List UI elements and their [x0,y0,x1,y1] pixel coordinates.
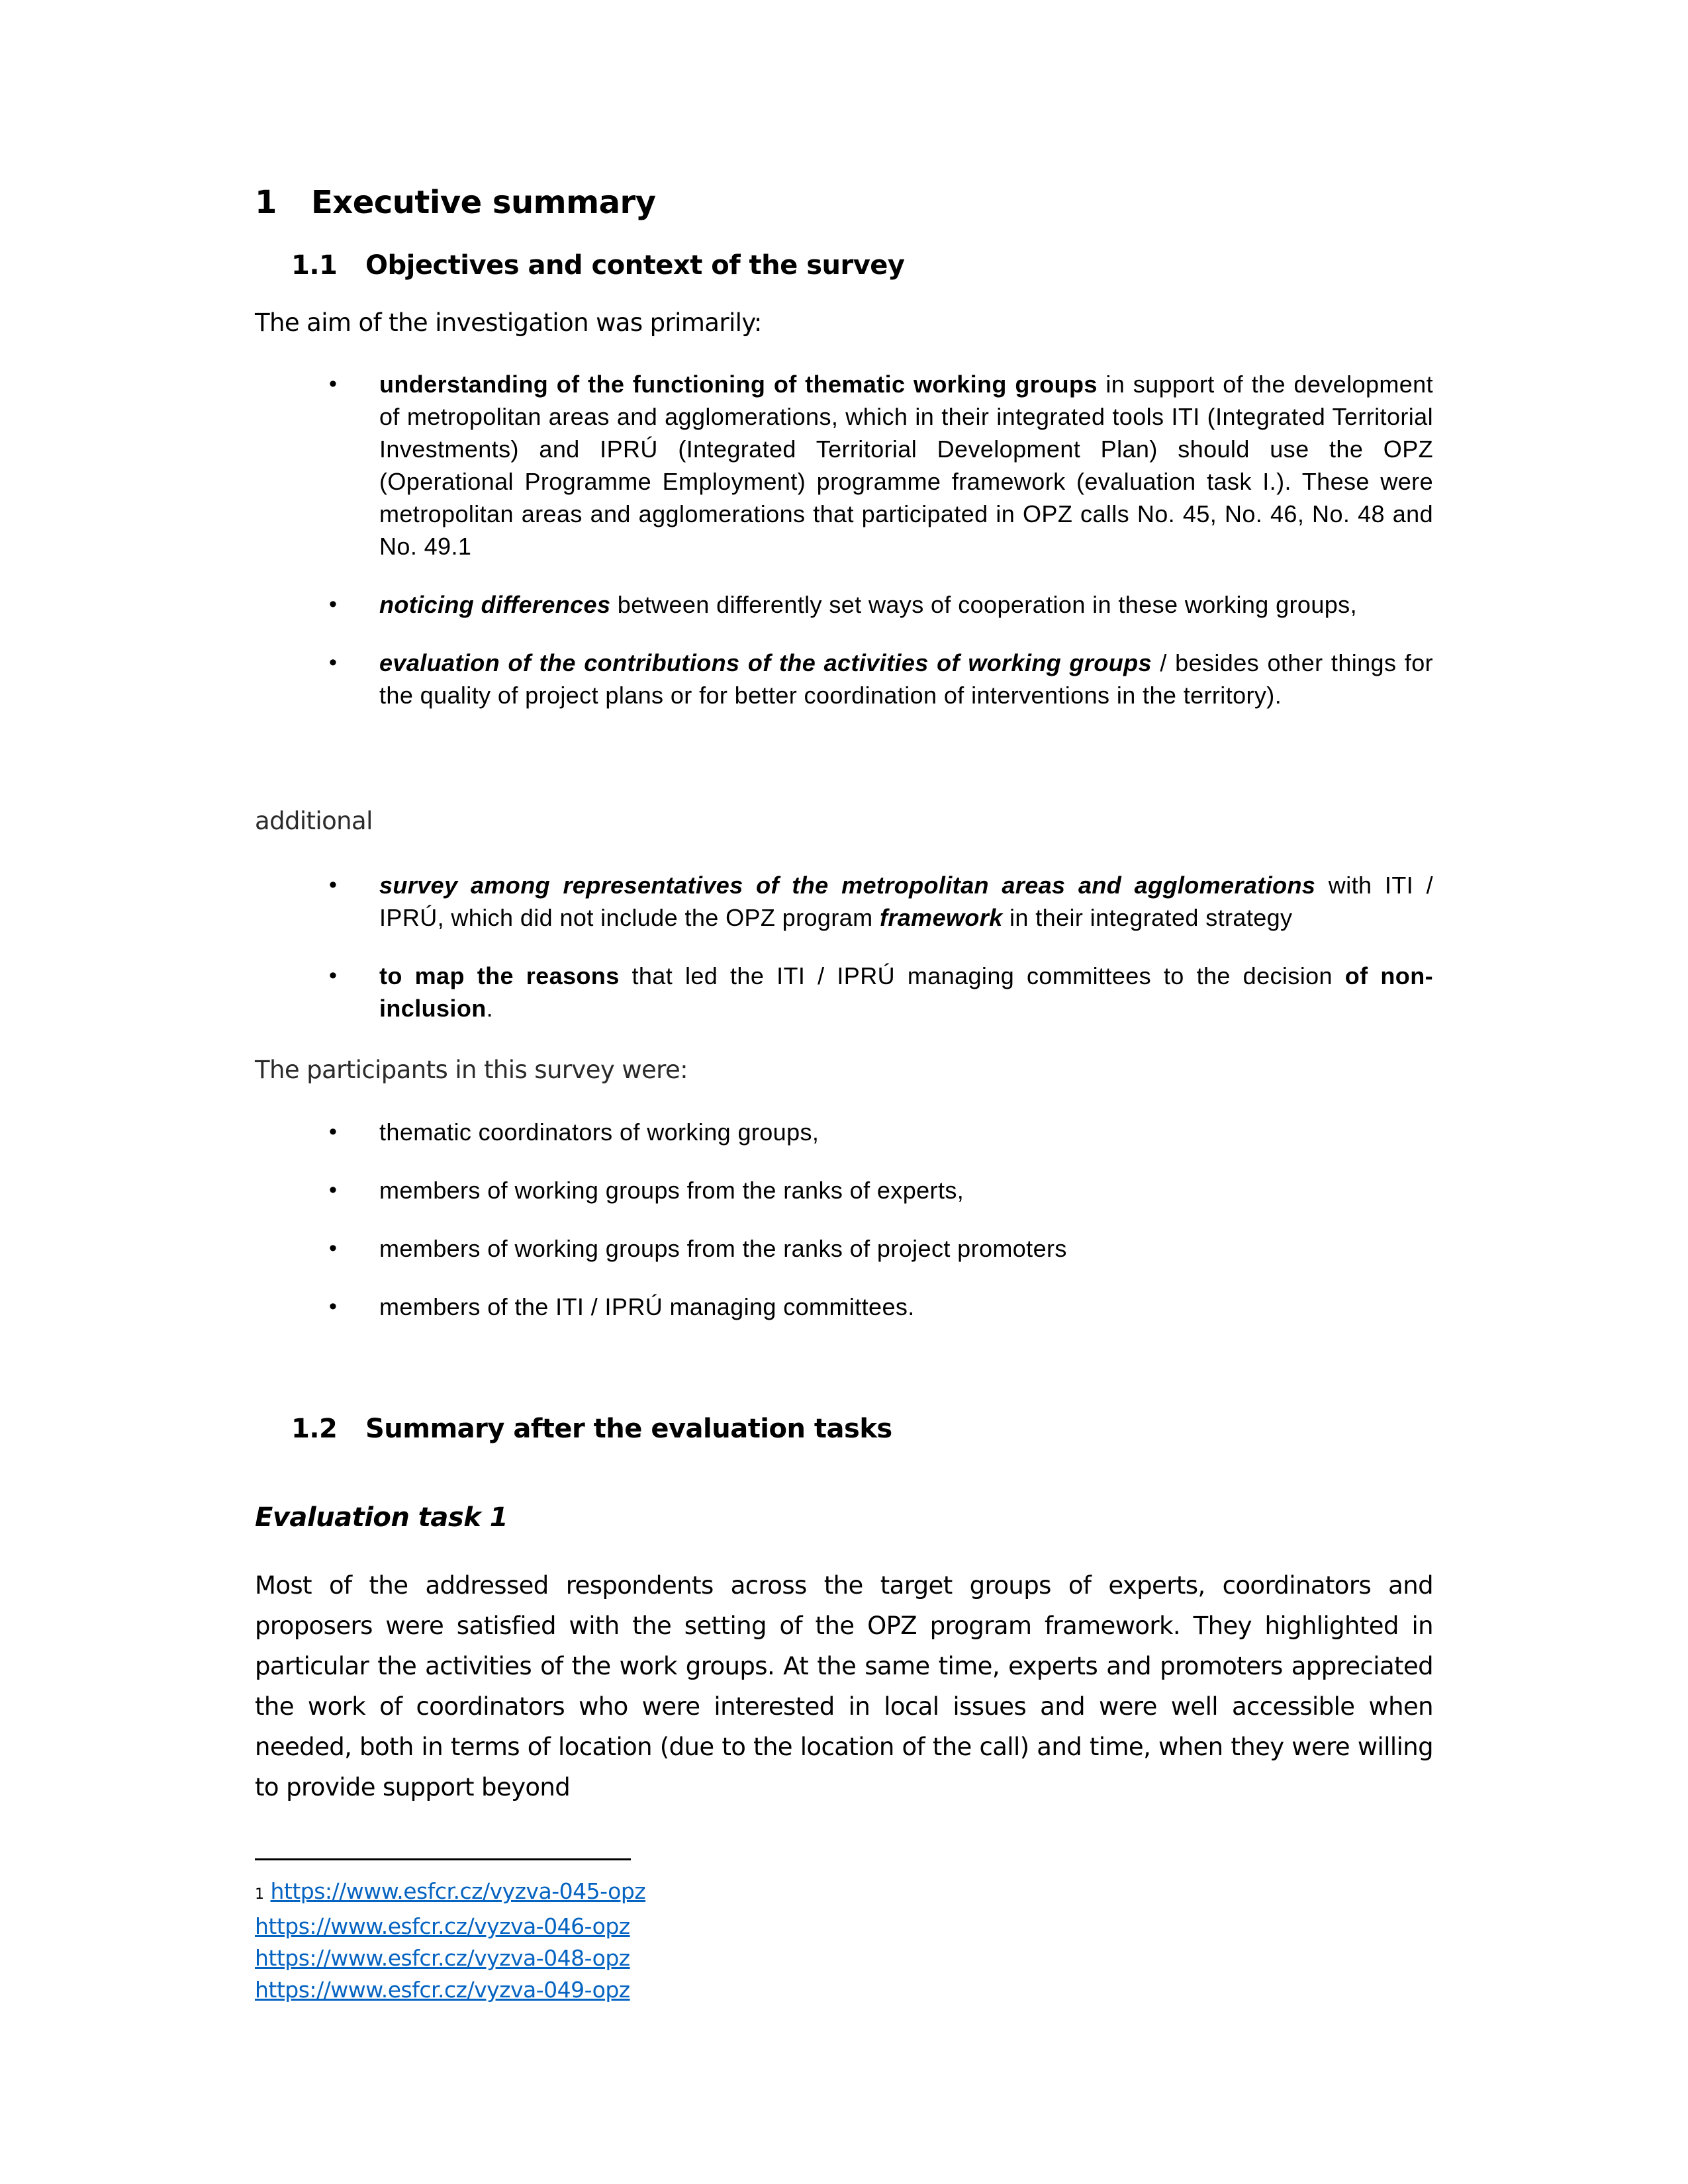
bullet-icon: • [329,1177,338,1203]
heading-number: 1 [255,184,277,221]
heading-summary [291,1414,892,1444]
list-item [255,588,1433,621]
heading-title: Executive summary [311,184,656,221]
bullet-icon: • [329,1294,338,1319]
item-text: in support of the development of metropolitan areas and agglomerations, which in their integrated tools ITI (Integrated Territorial Investments) and IPRÚ (Integrated Territorial Development Plan) should use the OPZ (Operational Programme Employment) programme framework (evaluation task I.). These were metropolitan areas and agglomerations that participated in OPZ calls No. 45, No. 46, No. 48 and No. 49. [379,371,1433,560]
list-item [255,647,1433,711]
item-text: between differently set ways of cooperation in these working groups, [610,591,1357,618]
additional-list [255,869,1433,1050]
bullet-icon: • [329,963,338,988]
item-emphasis: of non-inclusion [379,962,1433,1022]
section-number: 1.1 [291,250,338,281]
list-item [255,1291,1433,1323]
item-text: members of the ITI / IPRÚ managing committees. [379,1293,915,1320]
footnote-reference[interactable]: 1 [457,533,472,560]
bullet-icon: • [329,1119,338,1144]
bullet-icon: • [329,650,338,675]
item-text: members of working groups from the ranks of experts, [379,1177,964,1204]
item-text: / besides other things for the quality of project plans or for better coordination of interventions in the territory). [379,649,1433,709]
list-item [255,869,1433,934]
section-title: Summary after the evaluation tasks [365,1414,892,1444]
bullet-icon: • [329,371,338,396]
footnote-marker: 1 [255,1886,264,1903]
list-item [255,1174,1433,1206]
document-page [255,0,1433,2184]
item-text: with ITI / IPRÚ, which did not include the OPZ program [379,872,1434,931]
section-title: Objectives and context of the survey [365,250,905,281]
participants-intro: The participants in this survey were: [255,1056,688,1084]
aim-list [255,368,1433,737]
list-item [255,1232,1433,1265]
item-tail: . [486,995,494,1022]
aim-intro: The aim of the investigation was primarily: [255,308,762,337]
bullet-icon: • [329,1236,338,1261]
item-text: thematic coordinators of working groups, [379,1118,820,1146]
footnote-link[interactable]: https://www.esfcr.cz/vyzva-045-opz [270,1878,646,1904]
participants-list [255,1116,1433,1349]
footnotes [255,1876,645,2006]
heading-objectives [291,250,905,281]
item-lead: to map the reasons [379,962,620,989]
item-tail: in their integrated strategy [1002,904,1293,931]
item-lead: evaluation of the contributions of the activities of working groups [379,649,1152,676]
footnote-separator [255,1858,631,1860]
item-text: that led the ITI / IPRÚ managing committees to the decision [619,962,1345,989]
evaluation-task-body: Most of the addressed respondents across the target groups of experts, coordinators and proposers were satisfied with the setting of the OPZ program framework. They highlighted in particular the activities of the work groups. At the same time, experts and promoters appreciated the work of coordinators who were interested in local issues and were well accessible when needed, both in terms of location (due to the location of the call) and time, when they were willing to provide support beyond [255,1571,1433,1801]
item-emphasis: framework [879,904,1003,931]
footnote-link[interactable]: https://www.esfcr.cz/vyzva-048-opz [255,1945,630,1971]
bullet-icon: • [329,592,338,617]
list-item [255,1116,1433,1148]
item-text: members of working groups from the ranks of project promoters [379,1235,1067,1262]
heading-evaluation-task: Evaluation task 1 [255,1502,508,1533]
list-item [255,960,1433,1024]
item-lead: survey among representatives of the metropolitan areas and agglomerations [379,872,1316,899]
heading-executive-summary [255,184,656,221]
bullet-icon: • [329,872,338,897]
item-lead: understanding of the functioning of thematic working groups [379,371,1098,398]
footnote-link[interactable]: https://www.esfcr.cz/vyzva-049-opz [255,1977,630,2003]
footnote-link[interactable]: https://www.esfcr.cz/vyzva-046-opz [255,1913,630,1939]
section-number: 1.2 [291,1414,338,1444]
item-lead: noticing differences [379,591,611,618]
footnote-first-line [255,1876,645,1911]
list-item [255,368,1433,563]
additional-label: additional [255,807,373,835]
